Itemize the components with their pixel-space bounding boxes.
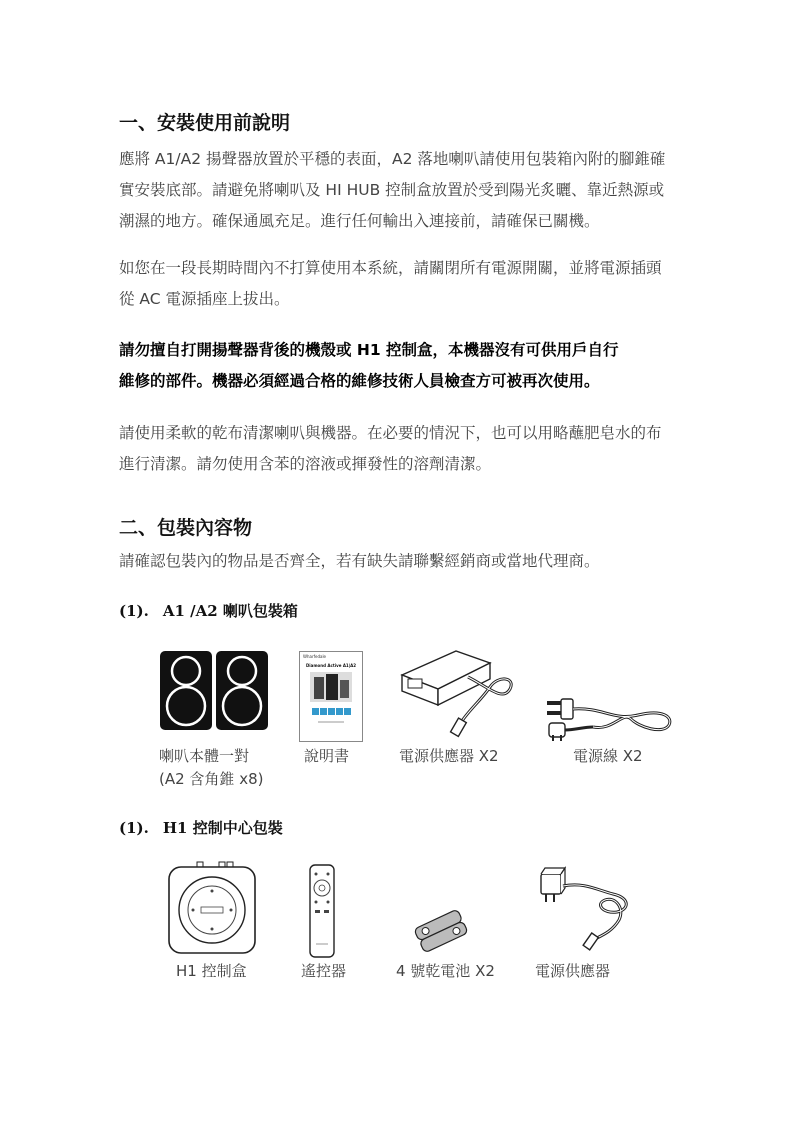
power-adapter-icon xyxy=(398,647,523,743)
item-label-control-box: H1 控制盒 xyxy=(176,962,247,980)
item-label-adapter: 電源供應器 X2 xyxy=(399,747,499,765)
intro-paragraph xyxy=(119,144,679,237)
section1-heading: 一、安裝使用前說明 xyxy=(119,112,291,134)
manual-title: Diamond Active A1|A2 xyxy=(305,663,357,668)
item-label-wall-adapter: 電源供應器 xyxy=(535,962,611,980)
package2-number: (1). xyxy=(119,819,149,837)
package1-title xyxy=(119,600,298,621)
wall-adapter-icon xyxy=(535,864,631,954)
item-label-power-cord: 電源線 X2 xyxy=(573,747,643,765)
warning-line: 維修的部件。機器必須經過合格的維修技術人員檢查方可被再次使用。 xyxy=(119,372,600,390)
paragraph-line: 請使用柔軟的乾布清潔喇叭與機器。在必要的情況下，也可以用略蘸肥皂水的布 xyxy=(119,424,662,442)
manual-brand: Wharfedale xyxy=(303,654,327,659)
item-sublabel-speakers: (A2 含角錐 x8) xyxy=(159,770,264,788)
item-label-manual: 說明書 xyxy=(304,747,350,765)
paragraph-line: 如您在一段長期時間內不打算使用本系統，請關閉所有電源開關，並將電源插頭 xyxy=(119,259,662,277)
paragraph-line: 從 AC 電源插座上拔出。 xyxy=(119,290,290,308)
power-off-paragraph xyxy=(119,253,679,315)
batteries-icon xyxy=(413,906,469,956)
item-label-speakers: 喇叭本體一對 xyxy=(159,747,250,765)
item-label-batteries: 4 號乾電池 X2 xyxy=(396,962,495,980)
package-intro xyxy=(119,546,679,577)
manual-cover-art xyxy=(300,652,362,741)
warning-line: 請勿擅自打開揚聲器背後的機殼或 H1 控制盒，本機器沒有可供用戶自行 xyxy=(119,341,619,359)
cleaning-paragraph xyxy=(119,418,679,480)
item-label-remote: 遙控器 xyxy=(301,962,347,980)
paragraph-line: 實安裝底部。請避免將喇叭及 HI HUB 控制盒放置於受到陽光炙曬、靠近熱源或 xyxy=(119,181,665,199)
paragraph-line: 潮濕的地方。確保通風充足。進行任何輸出入連接前，請確保已關機。 xyxy=(119,212,600,230)
control-box-icon xyxy=(167,861,257,955)
remote-control-icon xyxy=(308,864,336,958)
paragraph-line: 進行清潔。請勿使用含苯的溶液或揮發性的溶劑清潔。 xyxy=(119,455,492,473)
power-cord-icon xyxy=(543,697,675,743)
package1-name: A1 /A2 喇叭包裝箱 xyxy=(162,602,298,620)
paragraph-line: 請確認包裝內的物品是否齊全，若有缺失請聯繫經銷商或當地代理商。 xyxy=(119,552,600,570)
paragraph-line: 應將 A1/A2 揚聲器放置於平穩的表面，A2 落地喇叭請使用包裝箱內附的腳錐確 xyxy=(119,150,666,168)
speaker-pair-icon xyxy=(158,650,270,732)
package1-number: (1). xyxy=(119,602,149,620)
package2-title xyxy=(119,817,283,838)
section2-heading: 二、包裝內容物 xyxy=(119,517,253,539)
manual-booklet-icon xyxy=(299,651,363,742)
warning-paragraph xyxy=(119,335,699,397)
package2-name: H1 控制中心包裝 xyxy=(162,819,283,837)
